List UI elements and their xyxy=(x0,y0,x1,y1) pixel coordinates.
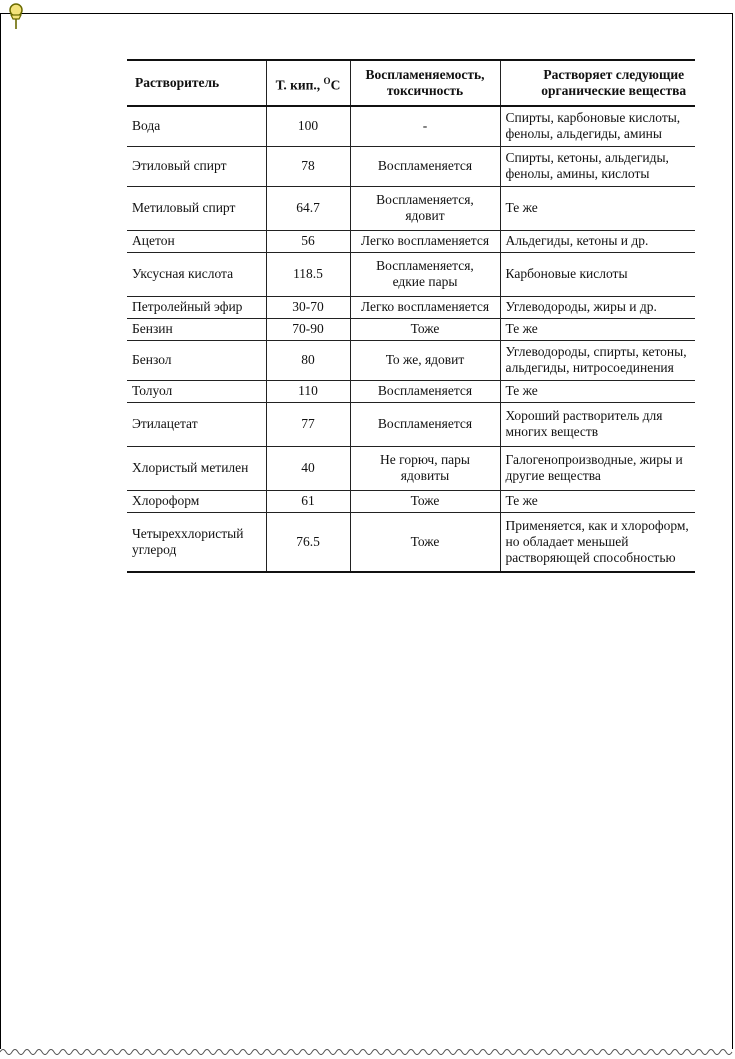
cell-solvent-name: Хлористый метилен xyxy=(127,446,266,490)
cell-solvent-name: Этиловый спирт xyxy=(127,146,266,186)
cell-boiling-point: 61 xyxy=(266,490,350,512)
cell-dissolves: Углеводороды, жиры и др. xyxy=(500,296,695,318)
cell-dissolves: Те же xyxy=(500,186,695,230)
cell-solvent-name: Петролейный эфир xyxy=(127,296,266,318)
cell-solvent-name: Метиловый спирт xyxy=(127,186,266,230)
cell-solvent-name: Бензол xyxy=(127,340,266,380)
cell-dissolves: Спирты, карбоновые кислоты, фенолы, альдегиды, амины xyxy=(500,106,695,146)
cell-dissolves: Применяется, как и хлороформ, но обладает меньшей растворяющей способностью xyxy=(500,512,695,572)
cell-flammability: Не горюч, пары ядовиты xyxy=(350,446,500,490)
table-row xyxy=(127,318,695,340)
cell-solvent-name: Уксусная кислота xyxy=(127,252,266,296)
table-row xyxy=(127,186,695,230)
header-dissolves: Растворяет следующие органические вещества xyxy=(500,60,695,106)
cell-boiling-point: 100 xyxy=(266,106,350,146)
cell-dissolves: Те же xyxy=(500,318,695,340)
cell-flammability: Легко воспламеняется xyxy=(350,296,500,318)
table-row xyxy=(127,252,695,296)
cell-solvent-name: Четыреххлористый углерод xyxy=(127,512,266,572)
cell-boiling-point: 64.7 xyxy=(266,186,350,230)
header-flammability: Воспламеняемость, токсичность xyxy=(350,60,500,106)
cell-dissolves: Хороший растворитель для многих веществ xyxy=(500,402,695,446)
table-row xyxy=(127,340,695,380)
cell-dissolves: Карбоновые кислоты xyxy=(500,252,695,296)
table-row xyxy=(127,296,695,318)
cell-boiling-point: 70-90 xyxy=(266,318,350,340)
cell-boiling-point: 30-70 xyxy=(266,296,350,318)
cell-flammability: Тоже xyxy=(350,512,500,572)
cell-solvent-name: Хлороформ xyxy=(127,490,266,512)
cell-flammability: Легко воспламеняется xyxy=(350,230,500,252)
cell-solvent-name: Бензин xyxy=(127,318,266,340)
table-row xyxy=(127,106,695,146)
cell-dissolves: Галогенопроизводные, жиры и другие вещества xyxy=(500,446,695,490)
cell-boiling-point: 76.5 xyxy=(266,512,350,572)
table-row xyxy=(127,490,695,512)
cell-flammability: Воспламеняется, едкие пары xyxy=(350,252,500,296)
cell-boiling-point: 56 xyxy=(266,230,350,252)
cell-dissolves: Те же xyxy=(500,380,695,402)
table-header-row xyxy=(127,60,695,106)
header-boiling-point: Т. кип., $^O$C xyxy=(266,60,350,106)
table-row xyxy=(127,446,695,490)
table-row xyxy=(127,380,695,402)
table-row xyxy=(127,230,695,252)
cell-solvent-name: Толуол xyxy=(127,380,266,402)
cell-solvent-name: Этилацетат xyxy=(127,402,266,446)
cell-flammability: Тоже xyxy=(350,490,500,512)
cell-boiling-point: 110 xyxy=(266,380,350,402)
cell-flammability: - xyxy=(350,106,500,146)
cell-flammability: Воспламеняется xyxy=(350,402,500,446)
cell-boiling-point: 40 xyxy=(266,446,350,490)
cell-dissolves: Те же xyxy=(500,490,695,512)
cell-flammability: Тоже xyxy=(350,318,500,340)
header-solvent: Растворитель xyxy=(127,60,266,106)
cell-flammability: Воспламеняется xyxy=(350,380,500,402)
cell-flammability: Воспламеняется xyxy=(350,146,500,186)
table-row xyxy=(127,402,695,446)
cell-flammability: То же, ядовит xyxy=(350,340,500,380)
cell-dissolves: Альдегиды, кетоны и др. xyxy=(500,230,695,252)
cell-dissolves: Углеводороды, спирты, кетоны, альдегиды, нитросоединения xyxy=(500,340,695,380)
cell-boiling-point: 118.5 xyxy=(266,252,350,296)
solvents-table xyxy=(127,59,695,573)
cell-boiling-point: 80 xyxy=(266,340,350,380)
table-row xyxy=(127,146,695,186)
cell-dissolves: Спирты, кетоны, альдегиды, фенолы, амины, кислоты xyxy=(500,146,695,186)
cell-solvent-name: Вода xyxy=(127,106,266,146)
cell-boiling-point: 77 xyxy=(266,402,350,446)
cell-flammability: Воспламеняется, ядовит xyxy=(350,186,500,230)
cell-boiling-point: 78 xyxy=(266,146,350,186)
table-row xyxy=(127,512,695,572)
cell-solvent-name: Ацетон xyxy=(127,230,266,252)
